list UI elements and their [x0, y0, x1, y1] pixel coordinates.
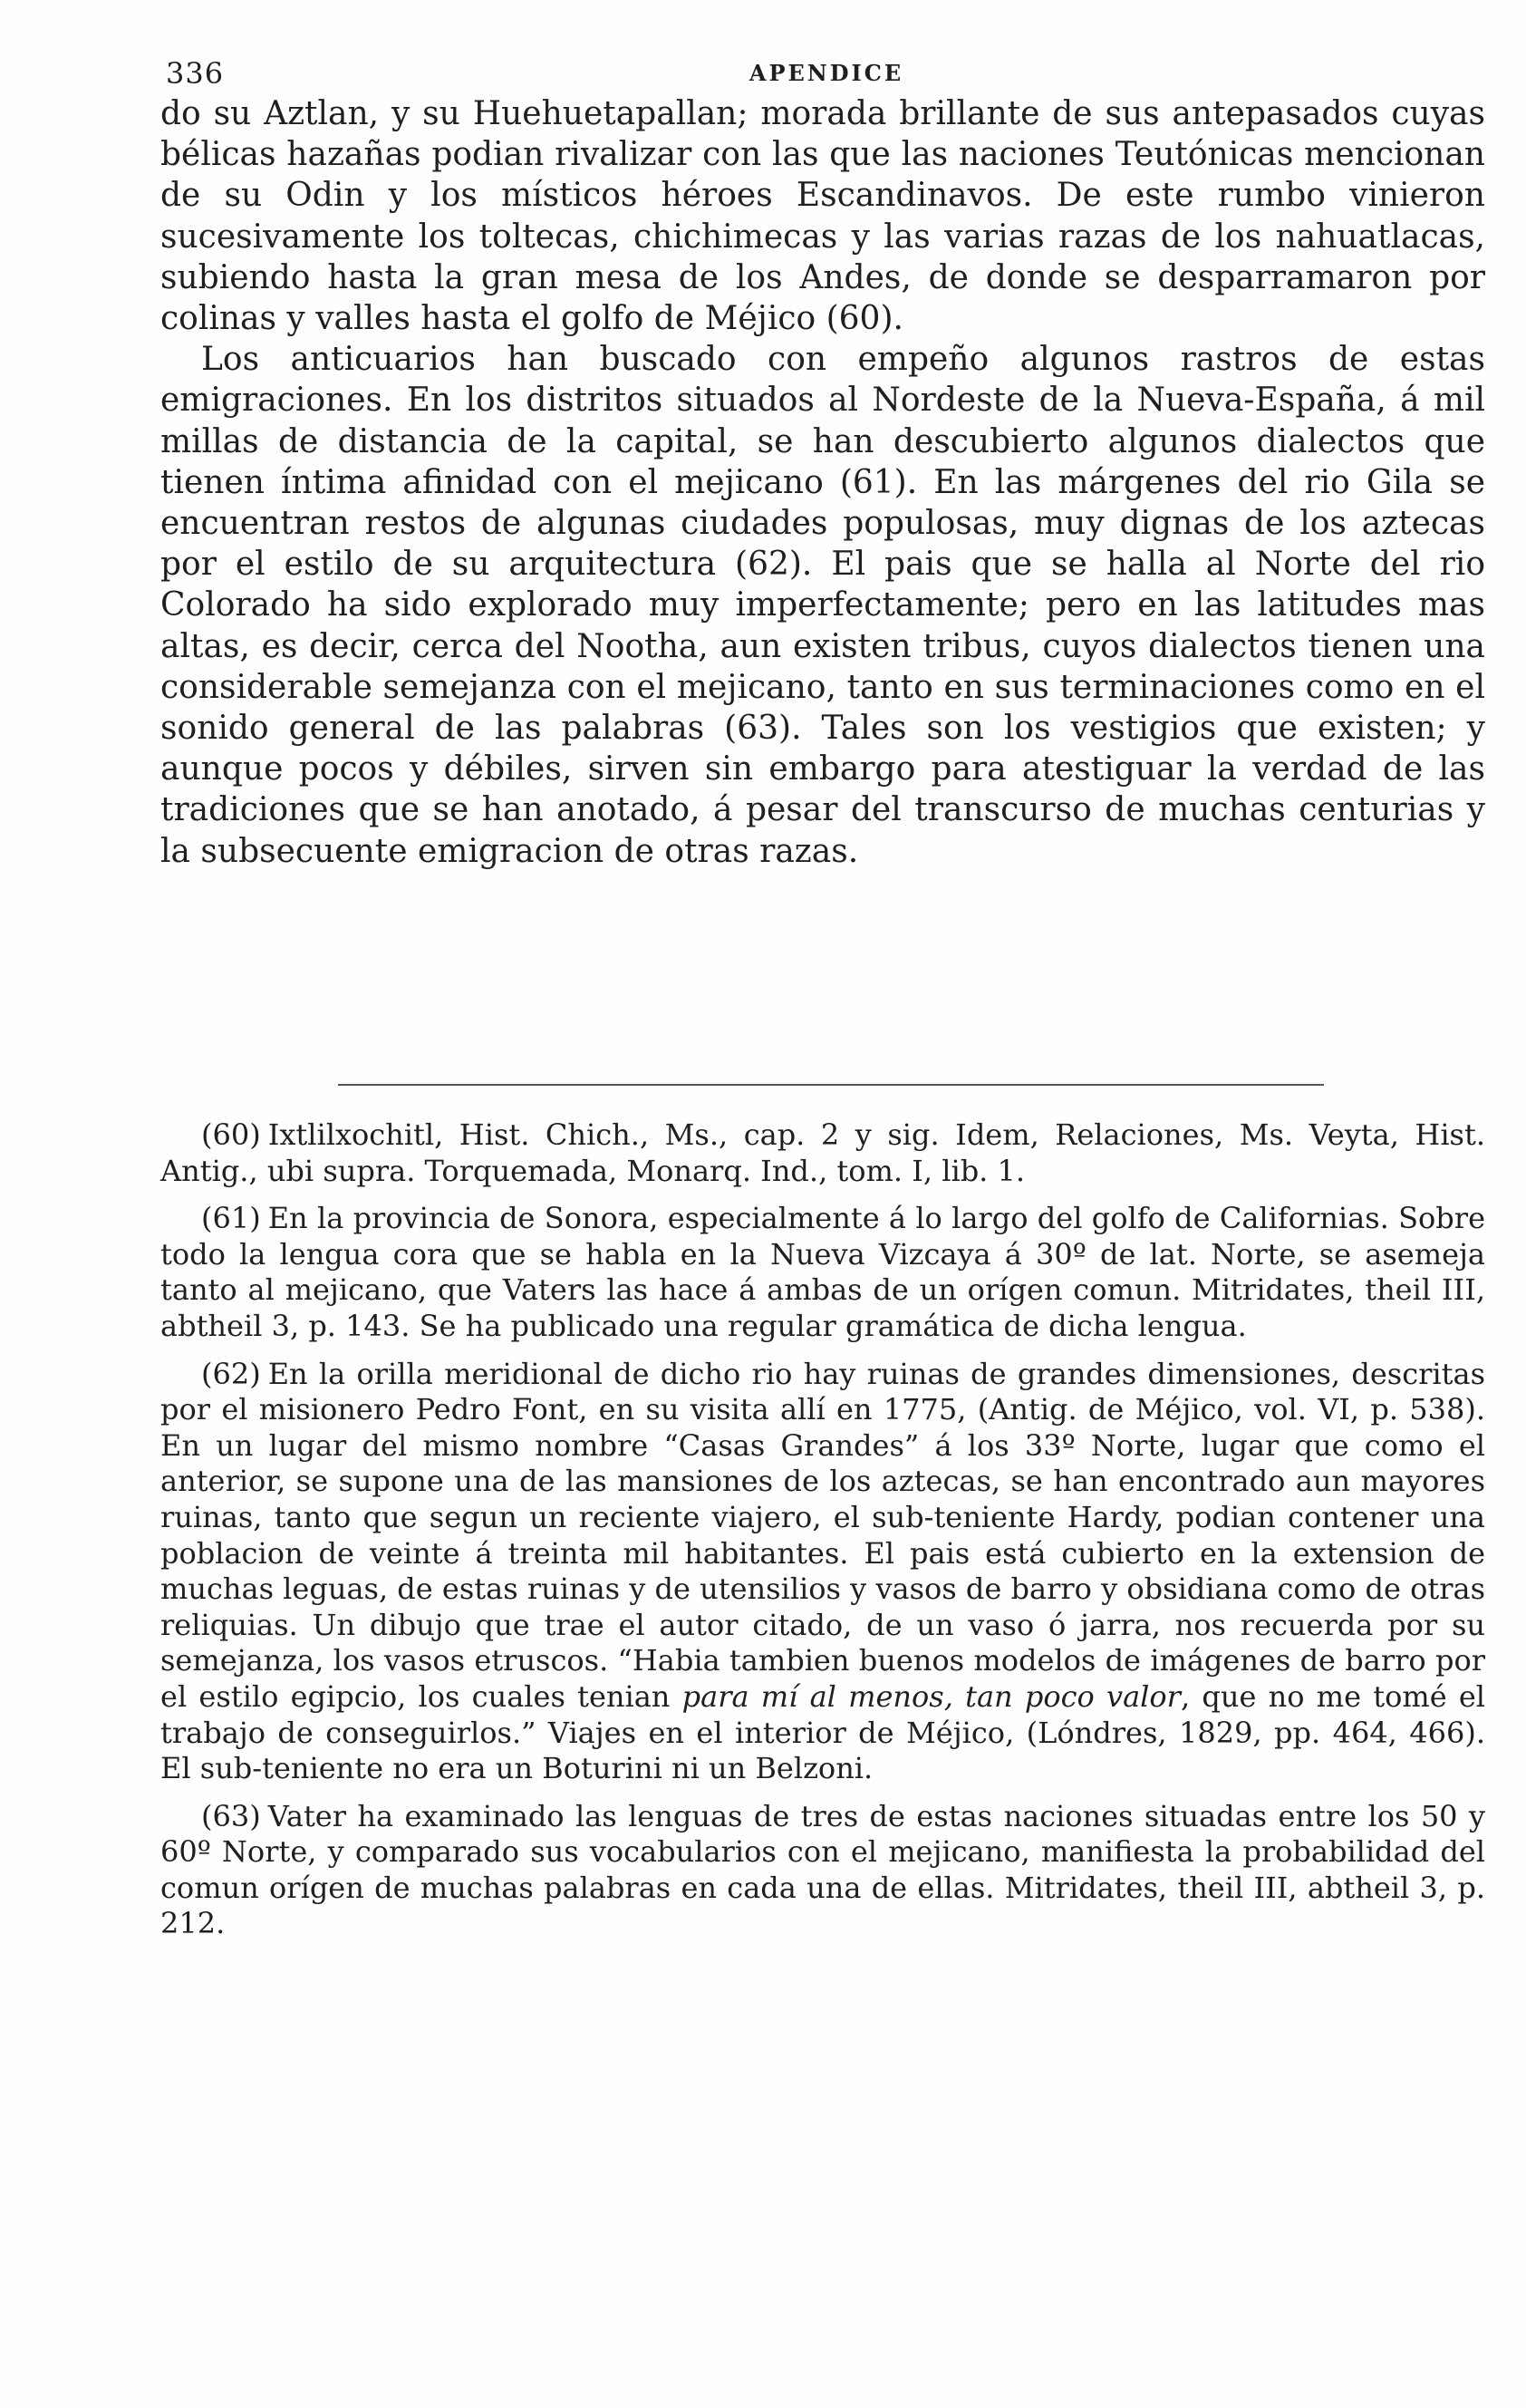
footnotes: [160, 1117, 1485, 1954]
footnote-text: Ixtlilxochitl, Hist. Chich., Ms., cap. 2 y sig. Idem, Relaciones, Ms. Veyta, Hist. Antig., ubi supra. Torquemada, Monarq. Ind., tom. I, lib. 1.: [160, 1117, 1485, 1188]
footnote-number: (61): [201, 1201, 261, 1236]
footnote-text: En la orilla meridional de dicho rio hay ruinas de grandes dimensiones, descritas por el misionero Pedro Font, en su visita allí en 1775, (Antig. de Méjico, vol. VI, p. 538). En un lugar del mismo nombre “Casas Grandes” á los 33º Norte, lugar que como el anterior, se supone una de las mansiones de los aztecas, se han encontrado aun mayores ruinas, tanto que segun un reciente viajero, el sub-teniente Hardy, podian contener una poblacion de veinte á treinta mil habitantes. El pais está cubierto en la extension de muchas leguas, de estas ruinas y de utensilios y vasos de barro y obsidiana como de otras reliquias. Un dibujo que trae el autor citado, de un vaso ó jarra, nos recuerda por su semejanza, los vasos etruscos. “Habia tambien buenos modelos de imágenes de barro por el estilo egipcio, los cuales tenian: [160, 1356, 1485, 1714]
footnote-61: [160, 1201, 1485, 1344]
footnote-text: Vater ha examinado las lenguas de tres de estas naciones situadas entre los 50 y 60º Norte, y comparado sus vocabularios con el mejicano, manifiesta la probabilidad del comun orígen de muchas palabras en cada una de ellas. Mitridates, theil III, abtheil 3, p. 212.: [160, 1798, 1485, 1941]
paragraph: Los anticuarios han buscado con empeño algunos rastros de estas emigraciones. En los distritos situados al Nordeste de la Nueva-España, á mil millas de distancia de la capital, se han descubierto algunos dialectos que tienen íntima afinidad con el mejicano (61). En las márgenes del rio Gila se encuentran restos de algunas ciudades populosas, muy dignas de los aztecas por el estilo de su arquitectura (62). El pais que se halla al Norte del rio Colorado ha sido explorado muy imperfectamente; pero en las latitudes mas altas, es decir, cerca del Nootha, aun existen tribus, cuyos dialectos tienen una considerable semejanza con el mejicano, tanto en sus terminaciones como en el sonido general de las palabras (63). Tales son los vestigios que existen; y aunque pocos y débiles, sirven sin embargo para atestiguar la verdad de las tradiciones que se han anotado, á pesar del transcurso de muchas centurias y la subsecuente emigracion de otras razas.: [160, 341, 1485, 870]
footnote-60: [160, 1117, 1485, 1189]
main-text: [160, 93, 1485, 872]
paragraph: do su Aztlan, y su Huehuetapallan; morada brillante de sus antepasados cuyas bélicas hazañas podian rivalizar con las que las naciones Teutónicas mencionan de su Odin y los místicos héroes Escandinavos. De este rumbo vinieron sucesivamente los toltecas, chichimecas y las varias razas de los nahuatlacas, subiendo hasta la gran mesa de los Andes, de donde se desparramaron por colinas y valles hasta el golfo de Méjico (60).: [160, 95, 1485, 338]
footnote-62: [160, 1357, 1485, 1787]
footnote-italic-quote: para mí al menos, tan poco valor: [681, 1678, 1181, 1714]
footnote-text: En la provincia de Sonora, especialmente á lo largo del golfo de Californias. Sobre todo la lengua cora que se habla en la Nueva Vizcaya á 30º de lat. Norte, se asemeja tanto al mejicano, que Vaters las hace á ambas de un orígen comun. Mitridates, theil III, abtheil 3, p. 143. Se ha publicado una regular gramática de dicha lengua.: [160, 1201, 1485, 1343]
footnote-63: [160, 1799, 1485, 1942]
page-header: [166, 56, 1487, 92]
footnote-number: (63): [201, 1798, 261, 1833]
footnote-text: , que no me tomé el trabajo de conseguirlos.” Viajes en el interior de Méjico, (Lóndres, 1829, pp. 464, 466). El sub-teniente no era un Boturini ni un Belzoni.: [160, 1678, 1486, 1786]
footnote-number: (60): [201, 1117, 261, 1152]
footnote-number: (62): [201, 1356, 261, 1391]
running-head: APENDICE: [749, 60, 904, 86]
page-number: 336: [166, 56, 225, 91]
footnote-divider: [338, 1084, 1324, 1086]
